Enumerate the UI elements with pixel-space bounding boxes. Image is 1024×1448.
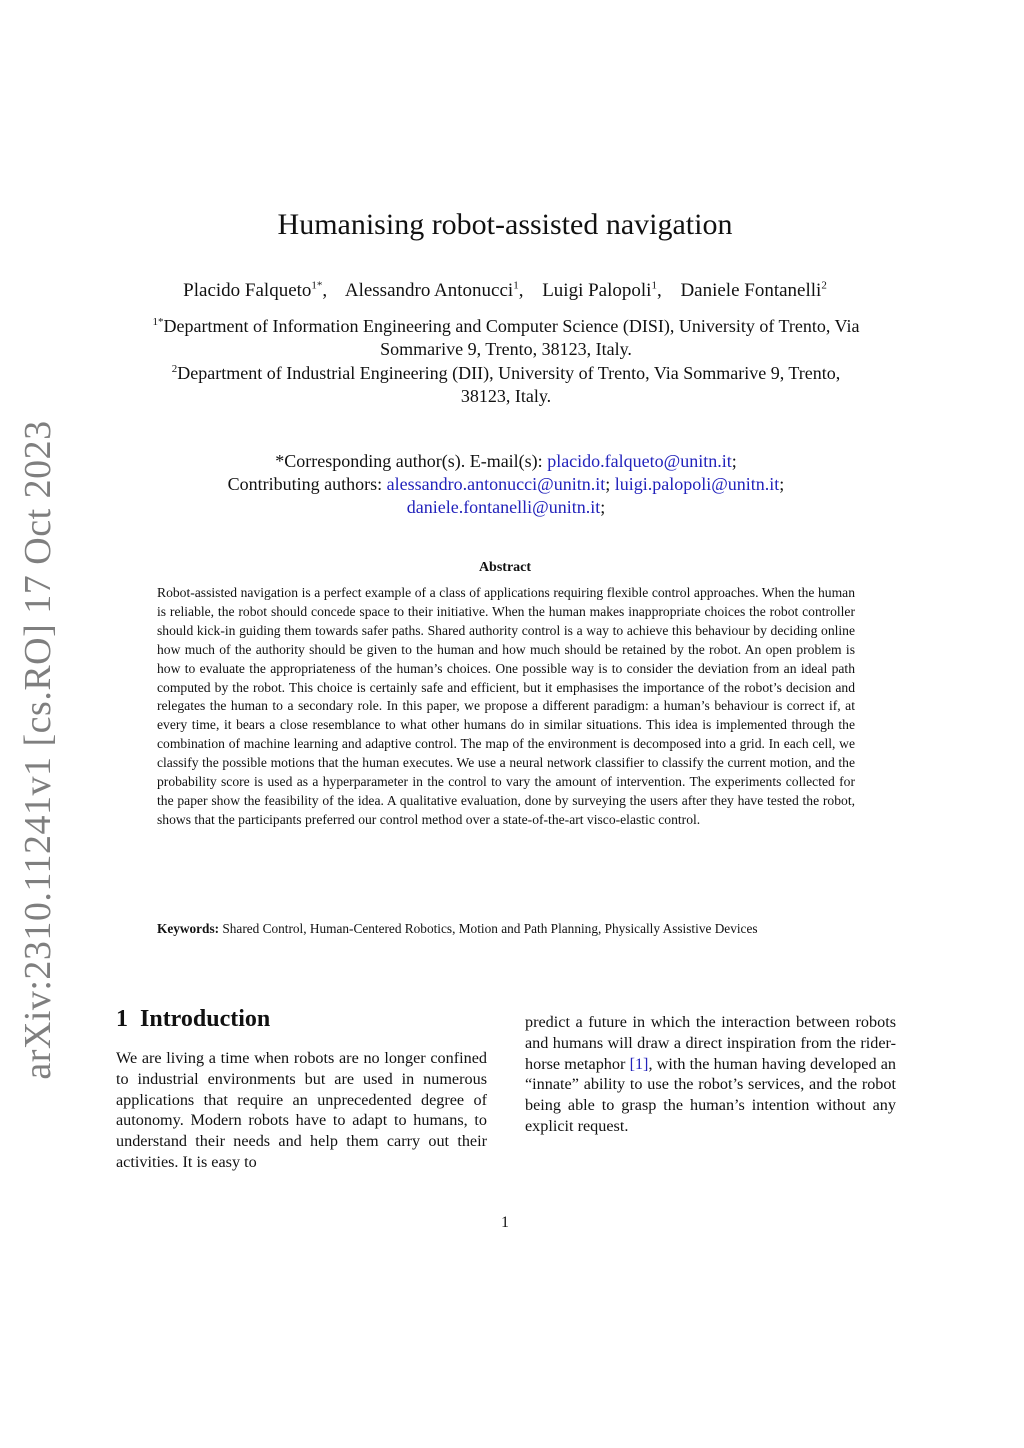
affiliation: $^{1*}$Department of Information Engineering and Computer Science (DISI), University of Trento, Via Sommarive 9, Trento, 38123, Italy.	[152, 316, 860, 359]
citation-link[interactable]: [1]	[629, 1054, 649, 1073]
contributing-label: Contributing authors:	[227, 474, 383, 494]
page-number: 1	[501, 1214, 509, 1231]
arxiv-stamp: arXiv:2310.11241v1 [cs.RO] 17 Oct 2023	[17, 420, 59, 1080]
email-link[interactable]: placido.falqueto@unitn.it	[547, 451, 732, 471]
email-link[interactable]: daniele.fontanelli@unitn.it	[406, 497, 601, 517]
paper-title: Humanising robot-assisted navigation	[277, 208, 733, 241]
email-link[interactable]: luigi.palopoli@unitn.it	[614, 474, 780, 494]
contact-block: *Corresponding author(s). E-mail(s): placido.falqueto@unitn.it; Contributing authors: alessandro.antonucci@unitn.it; luigi.palopoli@unitn.it; daniele.fontanelli@unitn.it;	[227, 451, 785, 517]
keywords-label: Keywords:	[157, 921, 220, 936]
abstract-text: Robot-assisted navigation is a perfect example of a class of applications requiring flexible control approaches. When the human is reliable, the robot should concede space to their initiative. When the human makes inappropriate choices the robot controller should kick-in guiding them towards safer paths. Shared authority control is a way to achieve this behaviour by deciding online how much of the authority should be given to the human and how much should be retained by the robot. An open problem is how to evaluate the appropriateness of the human’s choices. One possible way is to consider the deviation from an ideal path computed by the robot. This choice is certainly safe and efficient, but it emphasises the importance of the robot’s decision and relegates the human to a secondary role. In this paper, we propose a different paradigm: a human’s behaviour is correct if, at every time, it bears a close resemblance to what other humans do in similar situations. This idea is implemented through the combination of machine learning and adaptive control. The map of the environment is decomposed into a grid. In each cell, we classify the possible motions that the human executes. We use a neural network classifier to classify the current motion, and the probability score is used as a hyperparameter in the control to vary the amount of intervention. The experiments collected for the paper show the feasibility of the idea. A qualitative evaluation, done by surveying the users after they have tested the robot, shows that the participants preferred our control method over a state-of-the-art visco-elastic control.	[157, 585, 855, 827]
author: Placido Falqueto$^{1*}$	[183, 279, 323, 301]
intro-column-right: predict a future in which the interaction between robots and humans will draw a direct inspiration from the rider-horse metaphor [1], with the human having developed an “innate” ability to use the robot’s services, and the robot being able to grasp the human’s intention without any explicit request.	[525, 1013, 897, 1135]
keywords	[157, 920, 855, 937]
author: Alessandro Antonucci$^1$	[344, 279, 519, 301]
section-heading: 1 Introduction	[116, 1006, 271, 1032]
intro-column-left: We are living a time when robots are no longer confined to industrial environments but are used in numerous applications that require an unprecedented degree of autonomy. Modern robots have to adapt to humans, to understand their needs and help them carry out their activities. It is easy to	[116, 1049, 487, 1171]
author-list: Placido Falqueto$^{1*}$, Alessandro Antonucci$^1$, Luigi Palopoli$^1$, Daniele Fontanelli$^2$	[183, 279, 827, 301]
affiliation: $^2$Department of Industrial Engineering (DII), University of Trento, Via Sommarive 9, Trento, 38123, Italy.	[171, 363, 841, 406]
author: Luigi Palopoli$^1$	[542, 279, 657, 301]
keywords-text: Shared Control, Human-Centered Robotics, Motion and Path Planning, Physically Assistive Devices	[222, 921, 758, 936]
abstract-heading: Abstract	[478, 560, 532, 575]
author: Daniele Fontanelli$^2$	[680, 279, 827, 301]
corresponding-label: *Corresponding author(s). E-mail(s):	[275, 451, 543, 471]
email-link[interactable]: alessandro.antonucci@unitn.it	[386, 474, 606, 494]
